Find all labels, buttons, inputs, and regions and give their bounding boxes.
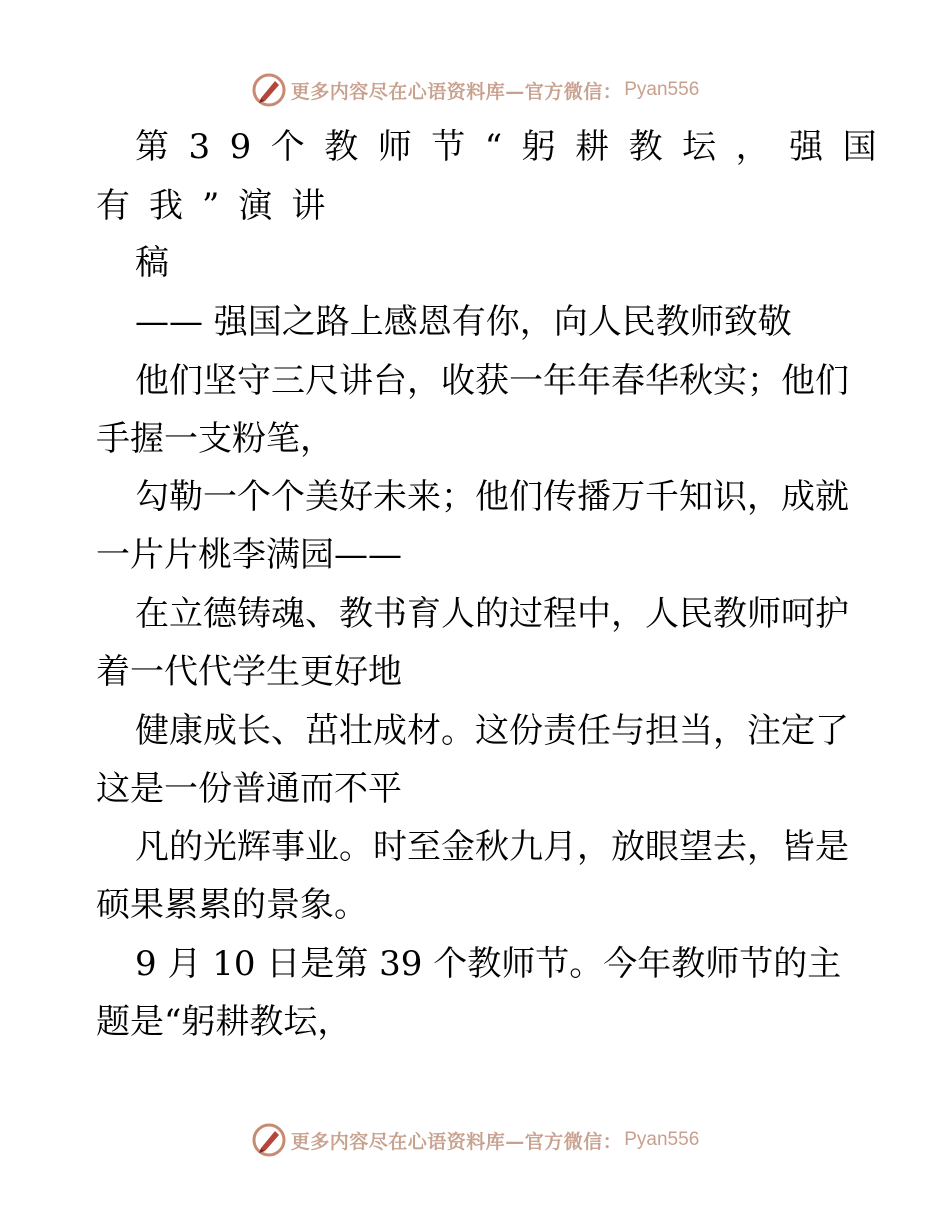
paragraph-line: 硕果累累的景象。	[96, 885, 368, 925]
pen-logo-icon	[251, 1122, 287, 1158]
paragraph-line: 手握一支粉笔，	[96, 419, 334, 459]
paragraph-line: 这是一份普通而不平	[96, 769, 402, 809]
pen-logo-icon	[251, 72, 287, 108]
watermark-banner-bottom	[0, 1120, 950, 1160]
paragraph-line: 健康成长、茁壮成材。这份责任与担当，注定了	[135, 711, 849, 751]
watermark-text: 更多内容尽在心语资料库—官方微信：	[290, 1130, 623, 1153]
paragraph-line: 着一代代学生更好地	[96, 652, 402, 692]
title-line-2: 有我”演讲	[96, 186, 345, 226]
paragraph-line: 在立德铸魂、教书育人的过程中，人民教师呵护	[135, 594, 849, 634]
subtitle-line: —— 强国之路上感恩有你，向人民教师致敬	[135, 302, 792, 342]
wechat-id: Pyan556	[624, 1129, 700, 1150]
title-line-1: 第39个教师节“躬耕教坛，强国	[135, 127, 897, 167]
wechat-id: Pyan556	[624, 79, 700, 100]
paragraph-line: 他们坚守三尺讲台，收获一年年春华秋实；他们	[135, 361, 849, 401]
paragraph-line: 题是“躬耕教坛，	[96, 1002, 352, 1042]
paragraph-line: 一片片桃李满园——	[96, 535, 402, 575]
paragraph-line: 勾勒一个个美好未来；他们传播万千知识，成就	[135, 477, 849, 517]
paragraph-line: 9 月 10 日是第 39 个教师节。今年教师节的主	[135, 944, 842, 984]
watermark-text: 更多内容尽在心语资料库—官方微信：	[290, 80, 623, 103]
paragraph-line: 凡的光辉事业。时至金秋九月，放眼望去，皆是	[135, 827, 849, 867]
watermark-banner-top	[0, 70, 950, 110]
title-line-3: 稿	[135, 243, 169, 283]
